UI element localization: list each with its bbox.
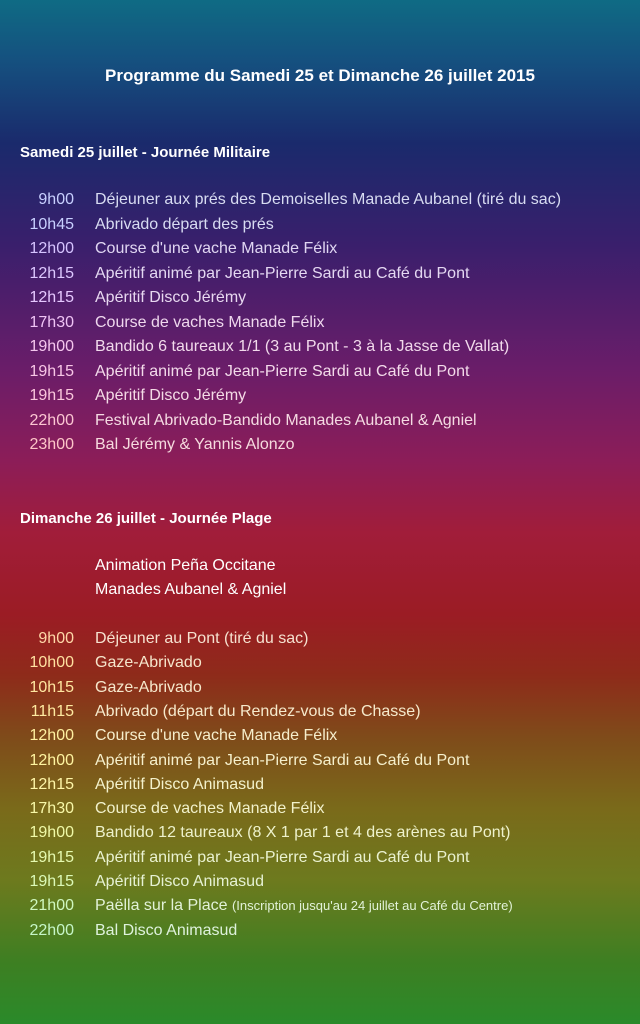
event-description [95,919,237,943]
event-description [95,627,308,651]
event-description-text: Apéritif animé par Jean-Pierre Sardi au Café du Pont [95,848,470,866]
event-time: 11h15 [30,702,74,720]
schedule-row [0,237,640,261]
event-description [95,846,469,870]
event-description-text: Course d'une vache Manade Félix [95,240,338,257]
event-description-text: Déjeuner au Pont (tiré du sac) [95,630,309,647]
event-description [95,821,510,845]
schedule-row [0,188,640,212]
event-description [95,360,469,384]
event-time: 12h00 [29,727,74,745]
event-description [95,676,202,700]
event-description-text: Apéritif animé par Jean-Pierre Sardi au Café du Pont [95,362,470,380]
schedule-row [0,749,640,773]
sunday-intro-line-2: Manades Aubanel & Agniel [95,581,287,598]
schedule-row [0,409,640,433]
event-time: 12h00 [29,751,74,769]
event-time: 19h15 [29,848,74,866]
schedule-row [0,821,640,845]
schedule-row [0,627,640,651]
event-description [95,311,324,335]
event-description-text: Apéritif Disco Animasud [95,873,264,890]
sunday-heading: Dimanche 26 juillet - Journée Plage [20,510,272,527]
event-description-text: Bandido 6 taureaux 1/1 (3 au Pont - 3 à la Jasse de Vallat) [95,338,510,355]
event-description [95,384,246,408]
schedule-row [0,213,640,237]
schedule-row [0,870,640,894]
event-time: 19h15 [29,873,74,890]
event-time: 17h30 [29,313,74,331]
event-description [95,651,202,675]
event-description-text: Course d'une vache Manade Félix [95,727,338,745]
event-description [95,700,421,724]
schedule-row [0,894,640,918]
event-description-text: Apéritif Disco Jérémy [95,289,247,306]
event-description [95,749,469,773]
event-time: 9h00 [38,191,74,208]
page-title: Programme du Samedi 25 et Dimanche 26 juillet 2015 [105,66,535,85]
event-description [95,213,274,237]
event-description-text: Apéritif animé par Jean-Pierre Sardi au Café du Pont [95,751,470,769]
event-description [95,286,246,310]
sunday-intro-line-1: Animation Peña Occitane [95,557,276,574]
event-time: 10h45 [29,215,74,233]
event-description-text: Gaze-Abrivado [95,678,202,696]
event-description-text: Abrivado départ des prés [95,215,274,233]
schedule-row [0,384,640,408]
event-description-text: Festival Abrivado-Bandido Manades Aubanel & Agniel [95,411,477,429]
schedule-row [0,335,640,359]
event-description-text: Apéritif Disco Jérémy [95,387,247,404]
event-description [95,262,469,286]
event-time: 10h00 [29,654,74,672]
event-description-text: Abrivado (départ du Rendez-vous de Chasse) [95,702,421,720]
event-description [95,335,509,359]
saturday-heading: Samedi 25 juillet - Journée Militaire [20,144,271,161]
event-description [95,894,513,918]
schedule-row [0,846,640,870]
event-time: 19h00 [29,338,74,355]
event-description-text: Bandido 12 taureaux (8 X 1 par 1 et 4 des arènes au Pont) [95,824,511,842]
event-time: 12h00 [29,240,74,257]
event-description [95,188,561,212]
event-description [95,724,337,748]
event-description [95,773,264,797]
event-time: 22h00 [29,411,74,429]
event-description-text: Bal Disco Animasud [95,921,238,939]
event-description-text: Paëlla sur la Place [95,897,228,915]
event-description-text: Gaze-Abrivado [95,654,202,672]
schedule-row [0,651,640,675]
schedule-row [0,773,640,797]
schedule-row [0,433,640,457]
event-time: 19h15 [29,362,74,380]
schedule-row [0,724,640,748]
event-time: 12h15 [29,264,74,282]
schedule-row [0,311,640,335]
event-description-text: Course de vaches Manade Félix [95,313,325,331]
schedule-row [0,262,640,286]
event-description-text: Course de vaches Manade Félix [95,800,325,818]
schedule-row [0,797,640,821]
event-time: 17h30 [29,800,74,818]
event-description-text: Bal Jérémy & Yannis Alonzo [95,436,295,453]
event-description-text: Apéritif Disco Animasud [95,775,264,793]
event-time: 12h15 [29,289,74,306]
event-time: 9h00 [38,630,74,647]
schedule-row [0,676,640,700]
event-time: 22h00 [29,921,74,939]
event-time: 12h15 [29,775,74,793]
event-description [95,870,264,894]
schedule-row [0,360,640,384]
event-description [95,409,477,433]
schedule-row [0,286,640,310]
event-time: 19h15 [29,387,74,404]
event-time: 19h00 [29,824,74,842]
schedule-row [0,700,640,724]
event-description-text: Apéritif animé par Jean-Pierre Sardi au Café du Pont [95,264,470,282]
event-description [95,433,295,457]
event-time: 21h00 [29,897,74,915]
event-description [95,237,337,261]
event-time: 10h15 [29,678,74,696]
schedule-row [0,919,640,943]
event-note: (Inscription jusqu'au 24 juillet au Café du Centre) [231,898,513,914]
event-description-text: Déjeuner aux prés des Demoiselles Manade Aubanel (tiré du sac) [95,191,562,208]
event-time: 23h00 [29,436,74,453]
event-description [95,797,324,821]
